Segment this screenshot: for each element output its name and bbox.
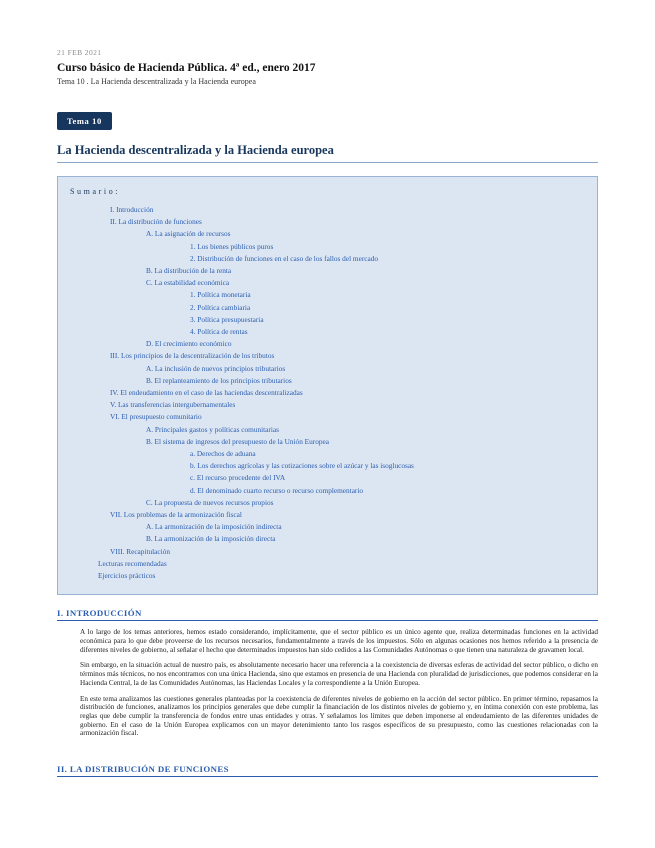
toc-item[interactable]: V. Las transferencias intergubernamentales — [110, 400, 236, 410]
toc-item[interactable]: B. La distribución de la renta — [146, 266, 232, 276]
toc-item[interactable]: B. La armonización de la imposición directa — [146, 534, 276, 544]
section-heading-distribucion-de-funciones: II. LA DISTRIBUCIÓN DE FUNCIONES — [57, 764, 598, 777]
toc-item[interactable]: 3. Política presupuestaria — [190, 314, 264, 324]
toc-item[interactable]: 4. Política de rentas — [190, 327, 248, 337]
toc-item[interactable]: 1. Los bienes públicos puros — [190, 241, 274, 251]
paragraph: A lo largo de los temas anteriores, hemos estado considerando, implícitamente, que el sector público es un único agente que, realiza determinadas funciones en la actividad económica para lo que debe proveerse de los recursos necesarios, fundamentalmente a través de los impuestos. Sólo en algunas ocasiones nos hemos referido a la presencia de diferentes niveles de gobierno, al señalar el hecho que determinados impuestos han sido cedidos a las Comunidades Autónomas o que tienen una naturaleza de gravamen local. — [80, 628, 598, 654]
toc-item[interactable]: A. La asignación de recursos — [146, 229, 231, 239]
toc-item[interactable]: IV. El endeudamiento en el caso de las haciendas descentralizadas — [110, 388, 303, 398]
toc-item[interactable]: C. La propuesta de nuevos recursos propios — [146, 497, 274, 507]
toc-item[interactable]: d. El denominado cuarto recurso o recurso complementario — [190, 485, 364, 495]
page-title: La Hacienda descentralizada y la Hacienda europea — [57, 143, 598, 163]
toc-item[interactable]: C. La estabilidad económica — [146, 278, 230, 288]
table-of-contents — [70, 204, 585, 582]
toc-item[interactable]: A. La armonización de la imposición indirecta — [146, 522, 282, 532]
toc-item[interactable]: B. El replanteamiento de los principios tributarios — [146, 375, 292, 385]
toc-item[interactable]: VI. El presupuesto comunitario — [110, 412, 202, 422]
course-subtitle: Tema 10 . La Hacienda descentralizada y la Hacienda europea — [57, 77, 256, 86]
section-heading-introduccion: I. INTRODUCCIÓN — [57, 608, 598, 621]
toc-item[interactable]: Ejercicios prácticos — [98, 571, 156, 581]
course-title: Curso básico de Hacienda Pública. 4ª ed., enero 2017 — [57, 62, 316, 74]
toc-item[interactable]: A. La inclusión de nuevos principios tributarios — [146, 363, 286, 373]
toc-item[interactable]: Lecturas recomendadas — [98, 558, 167, 568]
paragraph: Sin embargo, en la situación actual de nuestro país, es absolutamente necesario hacer una referencia a la coexistencia de diversas esferas de actividad del sector público, o dicho en términos más técnicos, no nos encontramos con una única Hacienda, sino que estamos en presencia de una Hacienda con pluralidad de jurisdicciones, que podemos considerar en la Hacienda Central, la de las Comunidades Autónomas, las Haciendas Locales y la correspondiente a la Unión Europea. — [80, 661, 598, 687]
toc-item[interactable]: B. El sistema de ingresos del presupuesto de la Unión Europea — [146, 436, 329, 446]
date-label: 21 FEB 2021 — [57, 48, 102, 57]
paragraph: En este tema analizamos las cuestiones generales planteadas por la coexistencia de diferentes niveles de gobierno en la acción del sector público. En primer término, repasamos la distribución de funciones, analizamos los principios generales que debe cumplir la financiación de los distintos niveles de gobierno y, en íntima conexión con este problema, las reglas que debe cumplir la transferencia de fondos entre unas entidades y otras. Y señalamos los límites que deben imponerse al endeudamiento de las diferentes unidades de gobierno. En el caso de la Unión Europea explicamos con un mayor detenimiento tanto los rasgos específicos de su presupuesto, como las cuestiones relacionadas con la armonización fiscal. — [80, 694, 598, 738]
toc-item[interactable]: VII. Los problemas de la armonización fiscal — [110, 510, 242, 520]
toc-item[interactable]: II. La distribución de funciones — [110, 217, 202, 227]
toc-item[interactable]: D. El crecimiento económico — [146, 339, 232, 349]
toc-item[interactable]: III. Los principios de la descentralización de los tributos — [110, 351, 275, 361]
toc-item[interactable]: c. El recurso procedente del IVA — [190, 473, 286, 483]
tema-badge: Tema 10 — [57, 112, 112, 130]
toc-item[interactable]: a. Derechos de aduana — [190, 449, 256, 459]
toc-item[interactable]: 2. Política cambiaria — [190, 302, 251, 312]
toc-item[interactable]: A. Principales gastos y políticas comunitarias — [146, 424, 279, 434]
toc-item[interactable]: VIII. Recapitulación — [110, 546, 170, 556]
toc-item[interactable]: 1. Política monetaria — [190, 290, 251, 300]
toc-item[interactable]: b. Los derechos agrícolas y las cotizaciones sobre el azúcar y las isoglucosas — [190, 461, 414, 471]
toc-item[interactable]: I. Introducción — [110, 205, 154, 214]
sumario-label: Sumario: — [70, 187, 121, 196]
sumario-box — [57, 176, 598, 595]
toc-item[interactable]: 2. Distribución de funciones en el caso de los fallos del mercado — [190, 253, 379, 263]
